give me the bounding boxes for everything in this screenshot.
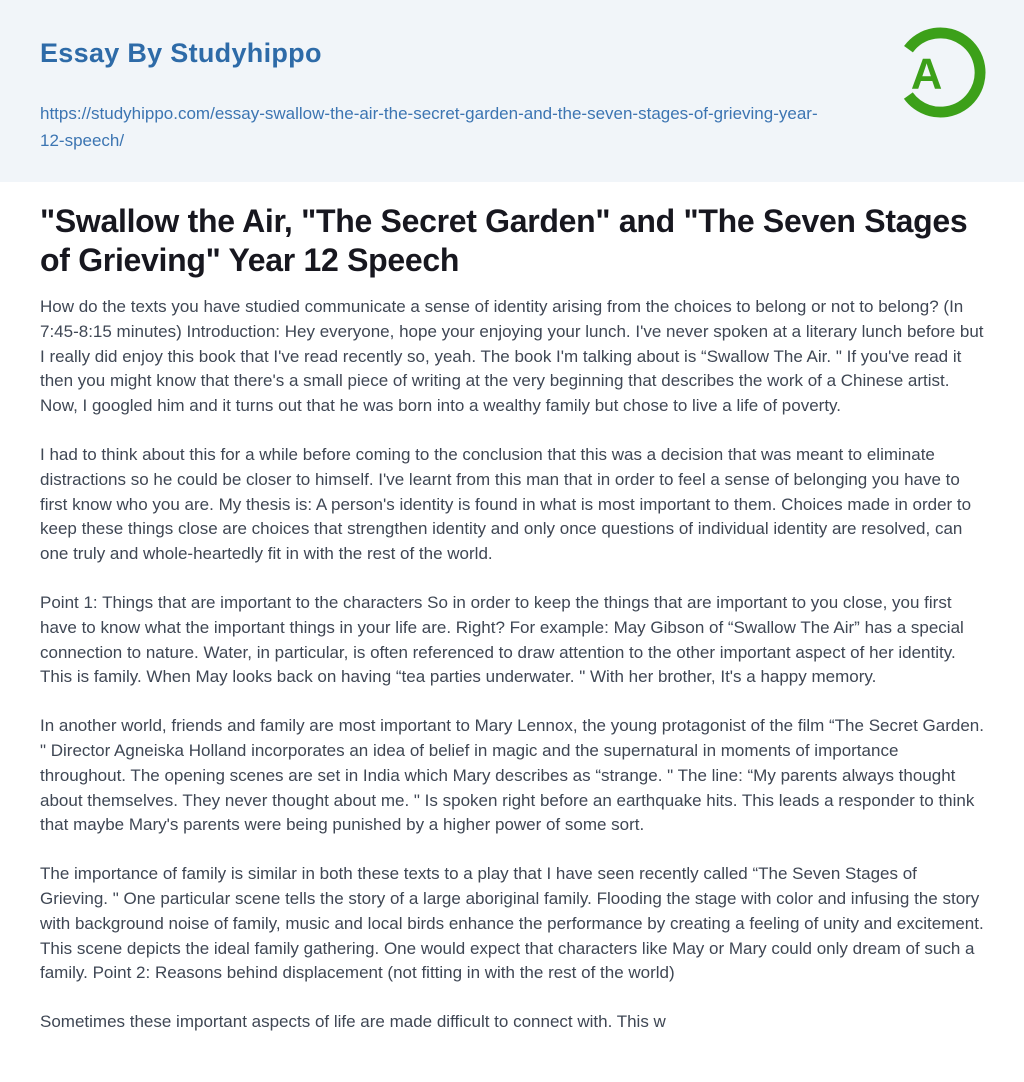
essay-paragraph: Sometimes these important aspects of life are made difficult to connect with. This w [40, 1012, 666, 1032]
essay-paragraph: Point 1: Things that are important to the characters So in order to keep the things that are important to you close, you first have to know what the important things in your life are. Right? For example: May Gibson of “Swallow The Air” has a special connection to nature. Water, in particular, is often referenced to draw attention to the other important aspect of her identity. This is family. When May looks back on having “tea parties underwater. " With her brother, It's a happy memory. [40, 592, 964, 687]
essay-paragraph: The importance of family is similar in both these texts to a play that I have seen recently called “The Seven Stages of Grieving. " One particular scene tells the story of a large aboriginal family. Flooding the stage with color and infusing the story with background noise of family, music and local birds enhance the performance by creating a feeling of unity and excitement. This scene depicts the ideal family gathering. One would expect that characters like May or Mary could only dream of such a family. Point 2: Reasons behind displacement (not fitting in with the rest of the world) [40, 864, 984, 983]
article-content [0, 182, 1024, 1035]
essay-paragraph: I had to think about this for a while before coming to the conclusion that this was a decision that was meant to eliminate distractions so he could be closer to himself. I've learnt from this man that in order to feel a sense of belonging you have to first know who you are. My thesis is: A person's identity is found in what is most important to them. Choices made in order to keep these things close are choices that strengthen identity and only once questions of individual identity are resolved, can one truly and whole-heartedly fit in with the rest of the world. [40, 444, 972, 564]
brand-title: Essay By Studyhippo [40, 38, 322, 68]
logo-letter: A [910, 50, 943, 99]
essay-paragraph: How do the texts you have studied communicate a sense of identity arising from the choices to belong or not to belong? (In 7:45-8:15 minutes) Introduction: Hey everyone, hope your enjoying your lunch. I've never spoken at a literary lunch before but I really did enjoy this book that I've read recently so, yeah. The book I'm talking about is “Swallow The Air. " If you've read it then you might know that there's a small piece of writing at the very beginning that describes the work of a Chinese artist. Now, I googled him and it turns out that he was born into a wealthy family but chose to live a life of poverty. [40, 297, 984, 416]
page-header [0, 0, 1024, 182]
studyhippo-logo-icon [891, 25, 986, 120]
article-title: "Swallow the Air, "The Secret Garden" and "The Seven Stages of Grieving" Year 12 Speech [40, 203, 968, 278]
source-url-link[interactable]: https://studyhippo.com/essay-swallow-the-air-the-secret-garden-and-the-seven-stages-of-grieving-year-12-speech/ [40, 104, 818, 150]
article-body [40, 295, 984, 1035]
essay-paragraph: In another world, friends and family are most important to Mary Lennox, the young protagonist of the film “The Secret Garden. " Director Agneiska Holland incorporates an idea of belief in magic and the supernatural in moments of importance throughout. The opening scenes are set in India which Mary describes as “strange. " The line: “My parents always thought about themselves. They never thought about me. " Is spoken right before an earthquake hits. This leads a responder to think that maybe Mary's parents were being punished by a higher power of some sort. [40, 716, 984, 835]
